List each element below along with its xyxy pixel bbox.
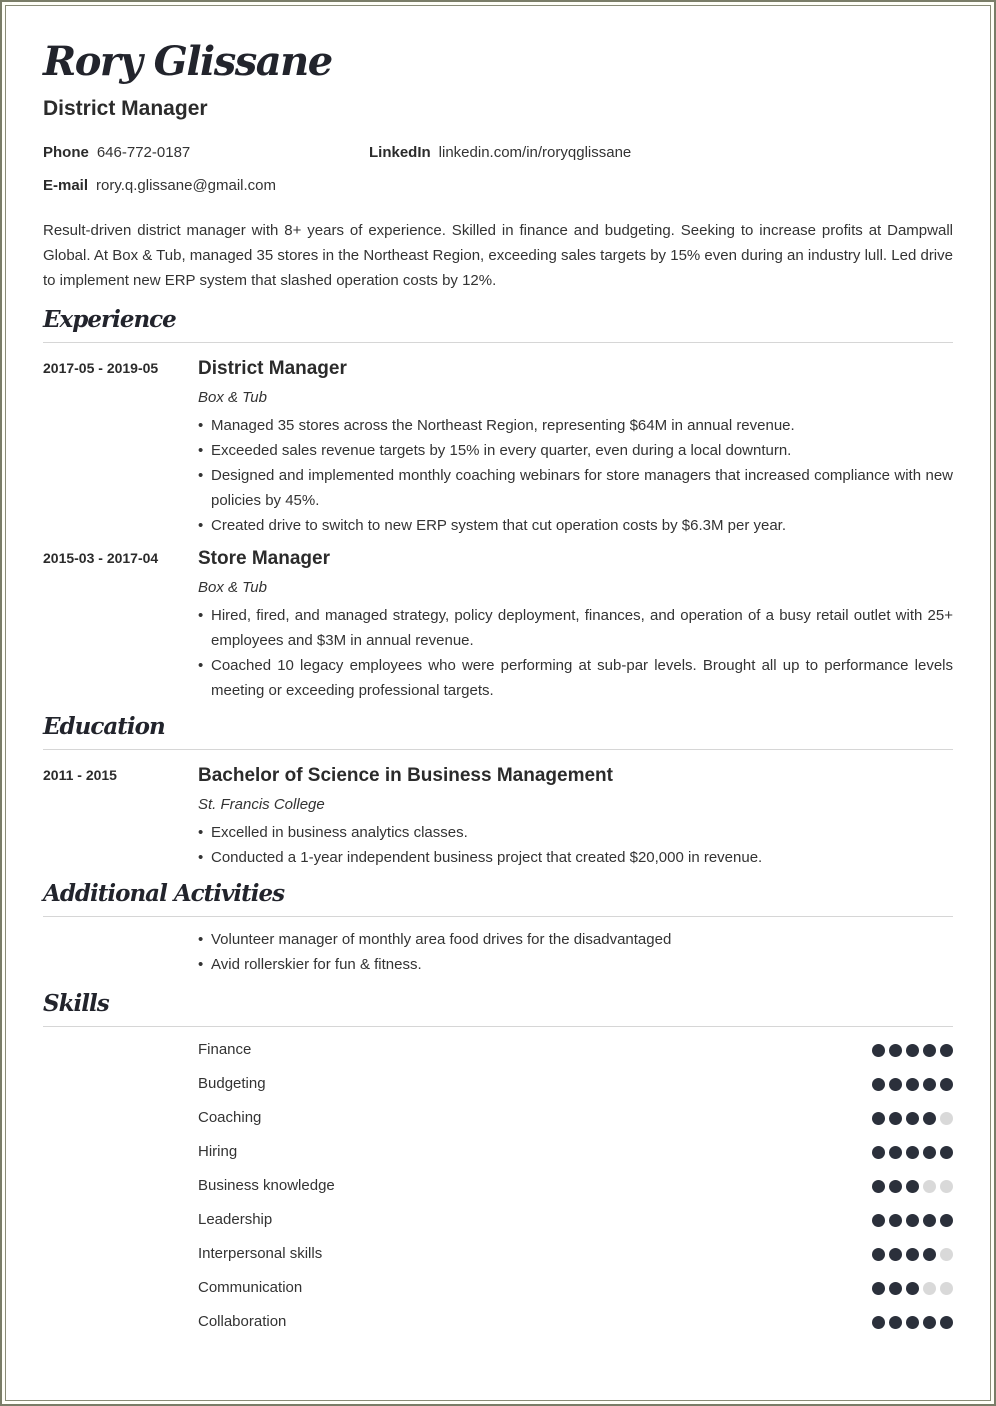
rating-dot-filled-icon (872, 1316, 885, 1329)
entry-title: District Manager (198, 358, 347, 379)
skill-name: Hiring (198, 1143, 238, 1160)
rating-dot-filled-icon (906, 1078, 919, 1091)
bullet-item: • Coached 10 legacy employees who were performing at sub-par levels. Brought all up to performance levels meeting or exceeding professional targets. (198, 653, 953, 703)
rating-dot-filled-icon (906, 1316, 919, 1329)
skill-rating (872, 1214, 953, 1227)
skill-name: Coaching (198, 1109, 262, 1126)
entry-company: Box & Tub (198, 579, 267, 596)
rating-dot-filled-icon (906, 1282, 919, 1295)
skill-name: Leadership (198, 1211, 273, 1228)
rating-dot-filled-icon (872, 1214, 885, 1227)
skill-rating (872, 1180, 953, 1193)
rating-dot-filled-icon (872, 1112, 885, 1125)
skill-rating (872, 1112, 953, 1125)
summary-paragraph: Result-driven district manager with 8+ years of experience. Skilled in finance and budgeting. Seeking to increase profits at Dampwall Global. At Box & Tub, managed 35 stores in the Northeast Region, exceeding sales targets by 15% even during an industry lull. Led drive to implement new ERP system that slashed operation costs by 12%. (43, 222, 953, 289)
skill-row (198, 1211, 953, 1231)
skill-row (198, 1075, 953, 1095)
rating-dot-filled-icon (889, 1180, 902, 1193)
rating-dot-filled-icon (889, 1112, 902, 1125)
bullet-item: • Managed 35 stores across the Northeast Region, representing $64M in annual revenue. (198, 413, 953, 438)
skill-row (198, 1177, 953, 1197)
rating-dot-filled-icon (889, 1078, 902, 1091)
skill-rating (872, 1316, 953, 1329)
rating-dot-empty-icon (940, 1112, 953, 1125)
skill-rating (872, 1044, 953, 1057)
skill-name: Interpersonal skills (198, 1245, 323, 1262)
rating-dot-filled-icon (889, 1214, 902, 1227)
bullet-item: • Avid rollerskier for fun & fitness. (198, 952, 953, 977)
contact-label: LinkedIn (369, 144, 431, 161)
skill-name: Budgeting (198, 1075, 266, 1092)
rating-dot-filled-icon (906, 1214, 919, 1227)
rating-dot-filled-icon (889, 1282, 902, 1295)
bullet-item: • Conducted a 1-year independent business project that created $20,000 in revenue. (198, 845, 953, 870)
entry-bullets (198, 603, 953, 703)
rating-dot-filled-icon (872, 1044, 885, 1057)
skill-row (198, 1109, 953, 1129)
rating-dot-empty-icon (940, 1248, 953, 1261)
bullet-item: • Exceeded sales revenue targets by 15% in every quarter, even during a local downturn. (198, 438, 953, 463)
contact-email (43, 177, 276, 194)
rating-dot-empty-icon (923, 1180, 936, 1193)
rating-dot-filled-icon (923, 1112, 936, 1125)
skill-rating (872, 1248, 953, 1261)
entry-title: Store Manager (198, 548, 330, 569)
entry-dates: 2015-03 - 2017-04 (43, 550, 159, 566)
phone-value[interactable]: 646-772-0187 (96, 144, 191, 161)
entry-company: Box & Tub (198, 389, 267, 406)
skill-row (198, 1143, 953, 1163)
skill-row (198, 1245, 953, 1265)
skill-row (198, 1279, 953, 1299)
entry-body (198, 358, 953, 538)
rating-dot-filled-icon (940, 1214, 953, 1227)
entry-degree: Bachelor of Science in Business Management (198, 765, 613, 786)
rating-dot-empty-icon (940, 1180, 953, 1193)
skill-name: Finance (198, 1041, 252, 1058)
rating-dot-filled-icon (923, 1248, 936, 1261)
skill-rating (872, 1146, 953, 1159)
contact-linkedin (369, 144, 631, 161)
candidate-title: District Manager (43, 97, 208, 120)
entry-dates: 2011 - 2015 (43, 767, 117, 783)
rating-dot-filled-icon (923, 1214, 936, 1227)
rating-dot-filled-icon (889, 1248, 902, 1261)
rating-dot-filled-icon (906, 1248, 919, 1261)
email-link[interactable]: rory.q.glissane@gmail.com (96, 177, 277, 194)
rating-dot-filled-icon (923, 1078, 936, 1091)
activities-list (198, 927, 953, 977)
entry-body (198, 548, 953, 703)
entry-bullets (198, 820, 953, 870)
linkedin-link[interactable]: linkedin.com/in/roryqglissane (438, 144, 632, 161)
rating-dot-filled-icon (889, 1044, 902, 1057)
section-title-activities: Additional Activities (43, 880, 953, 917)
contact-label: E-mail (43, 177, 89, 194)
rating-dot-filled-icon (940, 1078, 953, 1091)
rating-dot-filled-icon (940, 1044, 953, 1057)
section-title-education: Education (43, 713, 953, 750)
skill-row (198, 1313, 953, 1333)
rating-dot-filled-icon (872, 1282, 885, 1295)
skill-name: Communication (198, 1279, 303, 1296)
rating-dot-empty-icon (940, 1282, 953, 1295)
bullet-item: • Created drive to switch to new ERP system that cut operation costs by $6.3M per year. (198, 513, 953, 538)
contact-label: Phone (43, 144, 89, 161)
entry-body (198, 765, 953, 870)
bullet-item: • Volunteer manager of monthly area food drives for the disadvantaged (198, 927, 953, 952)
rating-dot-filled-icon (889, 1316, 902, 1329)
rating-dot-filled-icon (940, 1316, 953, 1329)
bullet-item: • Designed and implemented monthly coaching webinars for store managers that increased compliance with new policies by 45%. (198, 463, 953, 513)
section-title-experience: Experience (43, 306, 953, 343)
rating-dot-filled-icon (872, 1180, 885, 1193)
rating-dot-filled-icon (889, 1146, 902, 1159)
rating-dot-filled-icon (872, 1078, 885, 1091)
rating-dot-filled-icon (923, 1146, 936, 1159)
entry-bullets (198, 413, 953, 538)
entry-dates: 2017-05 - 2019-05 (43, 360, 159, 376)
rating-dot-empty-icon (923, 1282, 936, 1295)
rating-dot-filled-icon (923, 1044, 936, 1057)
skill-name: Business knowledge (198, 1177, 335, 1194)
bullet-item: • Excelled in business analytics classes. (198, 820, 953, 845)
rating-dot-filled-icon (923, 1316, 936, 1329)
section-title-skills: Skills (43, 990, 953, 1027)
skill-row (198, 1041, 953, 1061)
contact-phone (43, 144, 190, 161)
rating-dot-filled-icon (940, 1146, 953, 1159)
candidate-name: Rory Glissane (43, 38, 332, 85)
rating-dot-filled-icon (872, 1146, 885, 1159)
rating-dot-filled-icon (906, 1146, 919, 1159)
entry-body (198, 927, 953, 977)
rating-dot-filled-icon (906, 1180, 919, 1193)
entry-school: St. Francis College (198, 796, 325, 813)
skill-rating (872, 1078, 953, 1091)
skill-name: Collaboration (198, 1313, 287, 1330)
rating-dot-filled-icon (906, 1112, 919, 1125)
skill-rating (872, 1282, 953, 1295)
rating-dot-filled-icon (906, 1044, 919, 1057)
bullet-item: • Hired, fired, and managed strategy, policy deployment, finances, and operation of a busy retail outlet with 25+ employees and $3M in annual revenue. (198, 603, 953, 653)
rating-dot-filled-icon (872, 1248, 885, 1261)
